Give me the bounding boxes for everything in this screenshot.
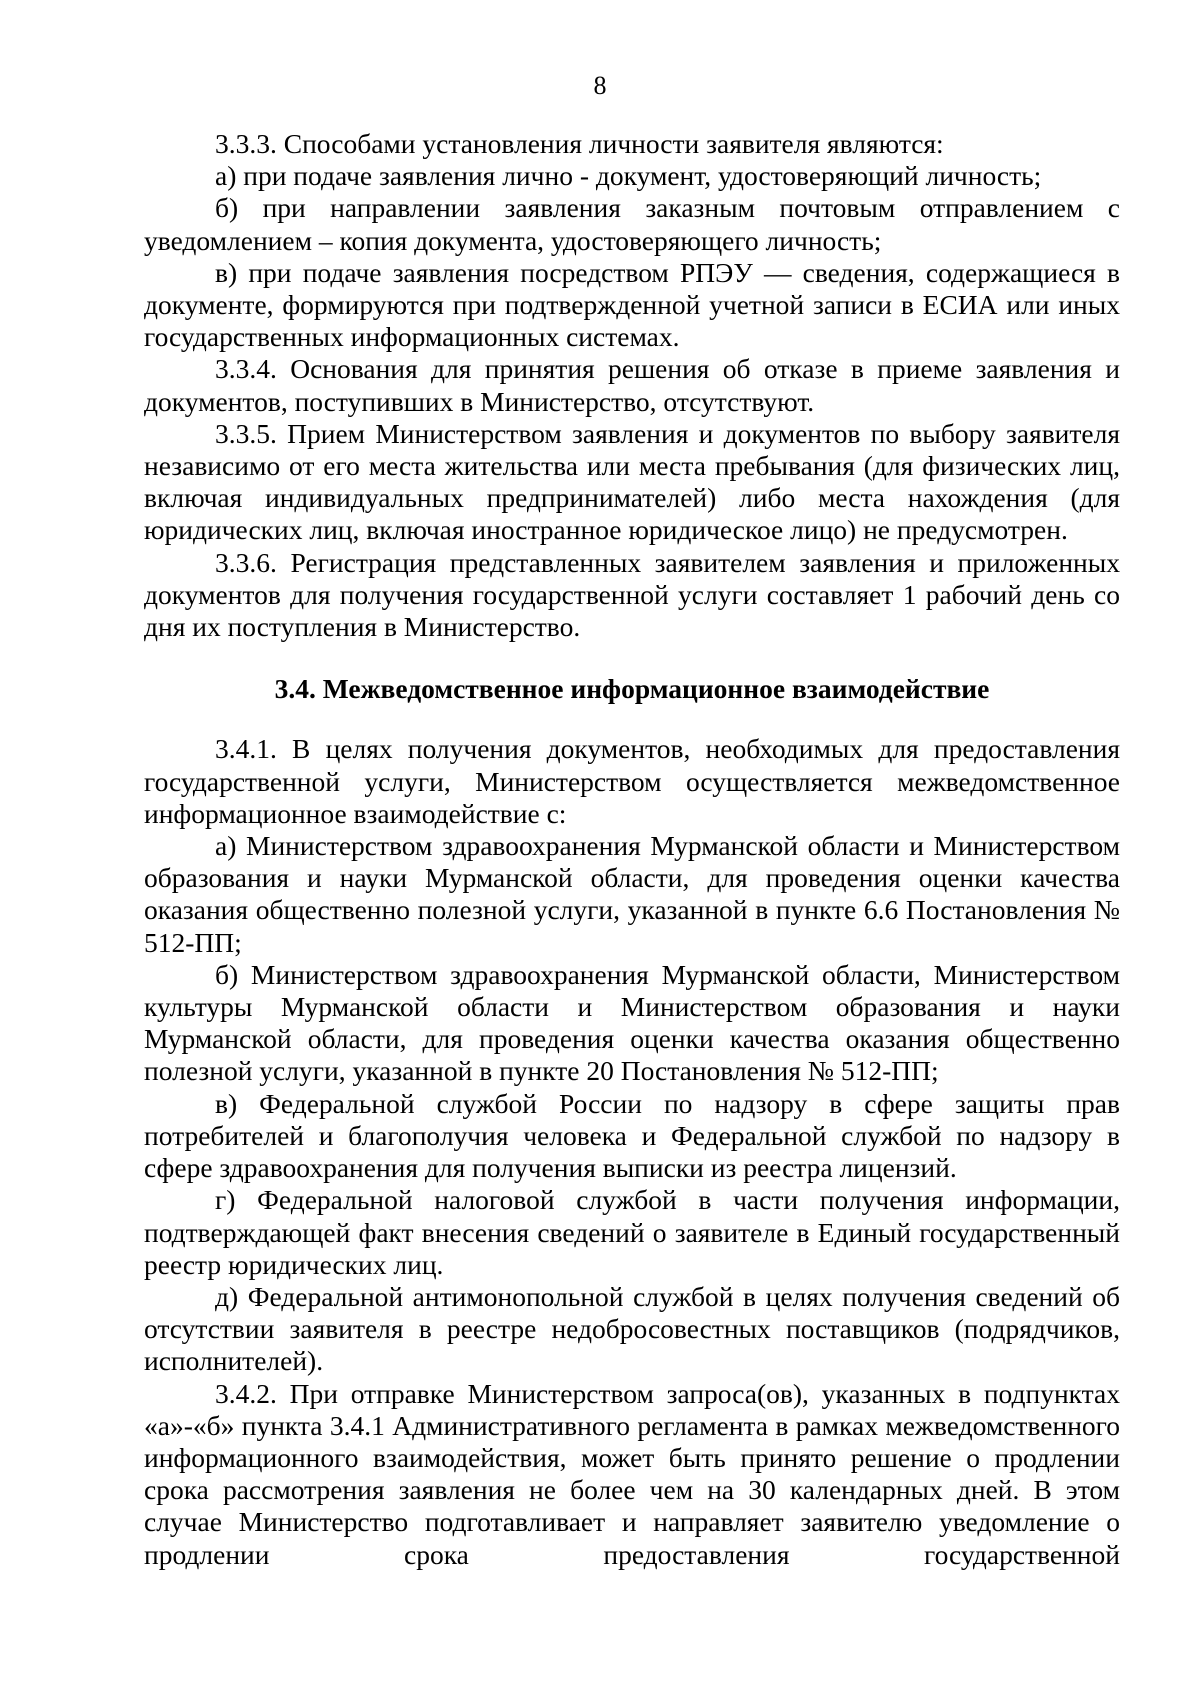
document-body [144,128,1120,1571]
paragraph-3-4-1-b: б) Министерством здравоохранения Мурманской области, Министерством культуры Мурманской области и Министерством образования и науки Мурманской области, для проведения оценки качества оказания общественно полезной услуги, указанной в пункте 20 Постановления № 512-ПП; [144,958,1120,1087]
paragraph-3-4-1-a: а) Министерством здравоохранения Мурманской области и Министерством образования и науки Мурманской области, для проведения оценки качества оказания общественно полезной услуги, указанной в пункте 6.6 Постановления № 512-ПП; [144,830,1120,958]
paragraph-3-3-6: 3.3.6. Регистрация представленных заявителем заявления и приложенных документов для получения государственной услуги составляет 1 рабочий день со дня их поступления в Министерство. [144,546,1120,643]
paragraph-3-3-3: 3.3.3. Способами установления личности заявителя являются: [215,128,944,159]
paragraph-3-4-1-d: д) Федеральной антимонопольной службой в целях получения сведений об отсутствии заявителя в реестре недобросовестных поставщиков (подрядчиков, исполнителей). [144,1280,1120,1377]
paragraph-3-3-3-a: а) при подаче заявления лично - документ, удостоверяющий личность; [215,160,1042,192]
paragraph-3-4-1-v: в) Федеральной службой России по надзору в сфере защиты прав потребителей и благополучия человека и Федеральной службой по надзору в сфере здравоохранения для получения выписки из реестра лицензий. [144,1087,1120,1184]
paragraph-3-4-1-g: г) Федеральной налоговой службой в части получения информации, подтверждающей факт внесения сведений о заявителе в Единый государственный реестр юридических лиц. [144,1184,1120,1280]
paragraph-3-3-5: 3.3.5. Прием Министерством заявления и документов по выбору заявителя независимо от его места жительства или места пребывания (для физических лиц, включая индивидуальных предпринимателей) либо места нахождения (для юридических лиц, включая иностранное юридическое лицо) не предусмотрен. [144,417,1120,546]
page-number: 8 [593,71,607,100]
paragraph-3-4-2: 3.4.2. При отправке Министерством запроса(ов), указанных в подпунктах «а»-«б» пункта 3.4.1 Административного регламента в рамках межведомственного информационного взаимодействия, может быть принято решение о продлении срока рассмотрения заявления не более чем на 30 календарных дней. В этом случае Министерство подготавливает и направляет заявителю уведомление о продлении срока предоставления государственной [144,1377,1120,1570]
paragraph-3-3-4: 3.3.4. Основания для принятия решения об отказе в приеме заявления и документов, поступивших в Министерство, отсутствуют. [144,353,1120,417]
section-heading-3-4: 3.4. Межведомственное информационное взаимодействие [274,673,990,705]
paragraph-3-3-3-v: в) при подаче заявления посредством РПЭУ — сведения, содержащиеся в документе, формируются при подтвержденной учетной записи в ЕСИА или иных государственных информационных системах. [144,256,1120,353]
paragraph-3-3-3-b: б) при направлении заявления заказным почтовым отправлением с уведомлением – копия документа, удостоверяющего личность; [144,192,1120,256]
paragraph-3-4-1: 3.4.1. В целях получения документов, необходимых для предоставления государственной услуги, Министерством осуществляется межведомственное информационное взаимодействие с: [144,733,1120,829]
